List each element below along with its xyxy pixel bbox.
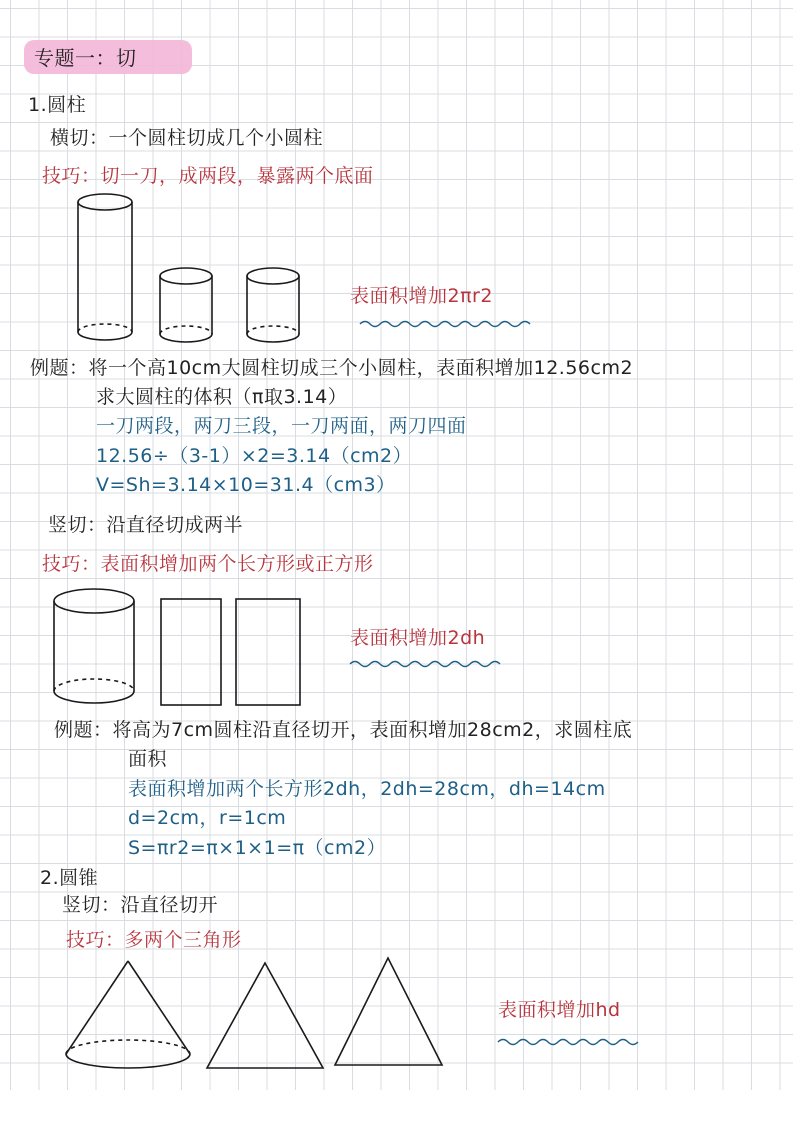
cone-vertical-cut-label: 竖切：沿直径切开 (62, 894, 219, 916)
tip-horizontal-cut: 技巧：切一刀，成两段，暴露两个底面 (42, 165, 374, 187)
wavy-underline-2 (350, 658, 500, 670)
example2-answer3: S=πr2=π×1×1=π（cm2） (128, 837, 387, 859)
example1-line2: 求大圆柱的体积（π取3.14） (96, 386, 348, 408)
section-heading-cone: 2.圆锥 (40, 867, 99, 889)
example1-answer2: 12.56÷（3-1）×2=3.14（cm2） (96, 445, 413, 467)
page-bottom-margin (0, 1090, 793, 1122)
tip-vertical-cut: 技巧：表面积增加两个长方形或正方形 (42, 553, 374, 575)
small-cylinder-figure-2 (244, 266, 302, 350)
triangle-cut-face-2 (332, 955, 446, 1069)
tall-cylinder-figure (76, 192, 134, 348)
annotation-surface-increase-hd: 表面积增加hd (498, 999, 621, 1021)
example1-line1: 例题：将一个高10cm大圆柱切成三个小圆柱，表面积增加12.56cm2 (30, 357, 634, 379)
annotation-surface-increase-2pir2: 表面积增加2πr2 (350, 285, 493, 307)
cylinder-vertical-cut-figure (52, 587, 136, 709)
triangle-cut-face-1 (204, 960, 326, 1070)
page-title: 专题一：切 (34, 46, 137, 70)
horizontal-cut-label: 横切：一个圆柱切成几个小圆柱 (50, 127, 324, 149)
vertical-cut-label: 竖切：沿直径切成两半 (48, 514, 244, 536)
example2-line1: 例题：将高为7cm圆柱沿直径切开，表面积增加28cm2，求圆柱底 (54, 719, 633, 741)
example2-answer1: 表面积增加两个长方形2dh，2dh=28cm，dh=14cm (128, 778, 606, 800)
cone-figure (62, 958, 194, 1074)
annotation-surface-increase-2dh: 表面积增加2dh (350, 627, 486, 649)
example2-answer2: d=2cm，r=1cm (128, 807, 287, 829)
example2-line2: 面积 (128, 748, 168, 770)
example1-answer1: 一刀两段，两刀三段，一刀两面，两刀四面 (96, 415, 467, 437)
wavy-underline-3 (498, 1036, 640, 1048)
tip-cone-cut: 技巧：多两个三角形 (66, 929, 242, 951)
rectangle-cut-face-1 (159, 597, 225, 709)
example1-answer3: V=Sh=3.14×10=31.4（cm3） (96, 474, 396, 496)
section-heading-cylinder: 1.圆柱 (28, 94, 87, 116)
rectangle-cut-face-2 (234, 597, 304, 709)
small-cylinder-figure-1 (157, 266, 215, 350)
wavy-underline-1 (360, 318, 532, 330)
